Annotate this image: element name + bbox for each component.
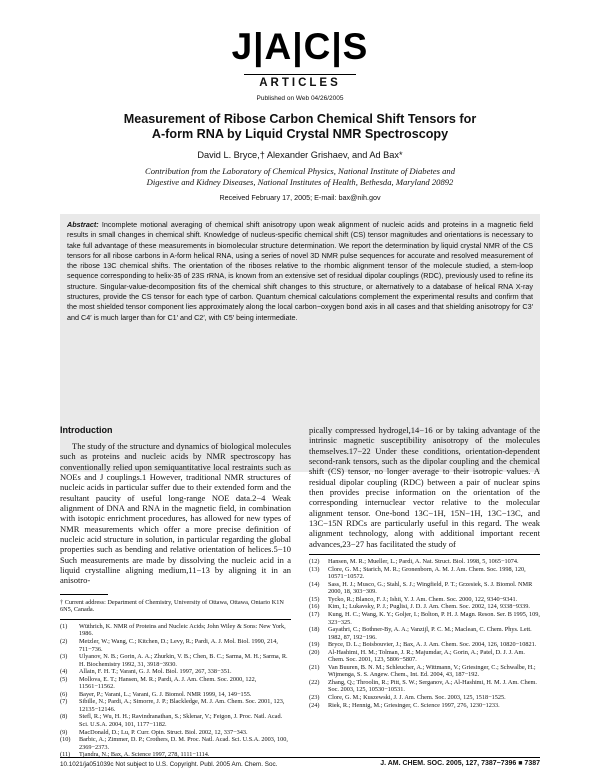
reference-item: (23) Clore, G. M.; Kuszewski, J. J. Am. Chem. Soc. 2003, 125, 1518−1525. [309, 693, 506, 701]
logo-rule [244, 74, 356, 75]
reference-item: (20) Al-Hashimi, H. M.; Tolman, J. R.; Majumdar, A.; Gorin, A.; Patel, D. J. J. Am. Chem. Soc. 2001, 123, 5806−5807. [309, 648, 525, 664]
reference-item: (14) Sass, H. J.; Musco, G.; Stahl, S. J.; Wingfield, P. T.; Grzesiek, S. J. Biomol. NMR 2000, 18, 303−309. [309, 580, 533, 596]
reference-item: (12) Hansen, M. R.; Mueller, L.; Pardi, A. Nat. Struct. Biol. 1998, 5, 1065−1074. [309, 558, 519, 566]
footnote-rule [60, 594, 108, 595]
page-footer [60, 757, 540, 770]
abstract-label: Abstract: [67, 220, 99, 229]
right-column [309, 425, 540, 709]
affiliation-line1: Contribution from the Laboratory of Chemical Physics, National Institute of Diabetes and [145, 166, 455, 176]
journal-citation: J. AM. CHEM. SOC. 2005, 127, 7387−7396 ■ 7387 [380, 760, 540, 767]
reference-item: (3) Ulyanov, N. B.; Gorin, A. A.; Zhurkin, V. B.; Chen, B. C.; Sarma, M. H.; Sarma, R. H. Biochemistry 1992, 31, 3918−3930. [60, 653, 288, 668]
reference-list-left [60, 623, 291, 759]
references-rule [60, 619, 291, 620]
reference-item: (22) Zhang, Q.; Throolin, R.; Pitt, S. W.; Serganov, A.; Al-Hashimi, H. M. J. Am. Chem. Soc. 2003, 125, 10530−10531. [309, 678, 537, 694]
reference-item: (11) Tjandra, N.; Bax, A. Science 1997, 278, 1111−1114. [60, 751, 210, 759]
reference-item: (21) Van Buuren, B. N. M.; Schleucher, A.; Wittmann, V.; Griesinger, C.; Schwalbe, H.; Wijmenga, S. S. Angew. Chem., Int. Ed. 2004, 43, 187−192. [309, 663, 536, 679]
left-column [60, 425, 291, 759]
reference-item: (16) Kim, I.; Lukavsky, P. J.; Puglisi, J. D. J. Am. Chem. Soc. 2002, 124, 9338−9339. [309, 603, 530, 611]
reference-item: (7) Sibille, N.; Pardi, A.; Simorre, J. P.; Blackledge, M. J. Am. Chem. Soc. 2001, 123, 12135−12146. [60, 698, 285, 713]
reference-item: (17) Kung, H. C.; Wang, K. Y.; Goljer, I.; Bolton, P. H. J. Magn. Reson. Ser. B 1995, 109, 323−325. [309, 610, 540, 626]
article-title [60, 112, 540, 142]
abstract-text: Incomplete motional averaging of chemical shift anisotropy upon weak alignment of nucleic acids and proteins in a magnetic field results in small changes in chemical shift. Knowledge of nucleus-specific chemical shift (CS) tensor magnitudes and orientations is necessary to take full advantage of these measurements in biomolecular structure determination. We report the determination by liquid crystal NMR of the CS tensors for all ribose carbons in A-form helical RNA, using a series of novel 3D NMR pulse sequences for accurate and resolved measurement of the ribose 13C chemical shifts. The orientation of the riboses relative to the rhombic alignment tensor of the molecule studied, a stem-loop sequence corresponding to helix-35 of 23S rRNA, is known from an extensive set of residual dipolar couplings (RDC), previously used to refine its structure. Singular-value-decomposition fits of the chemical shift changes to this structure, or alternatively to a database of helical RNA X-ray structures, provide the CS tensor for each type of carbon. Quantum chemical calculations complement the experimental results and confirm that the most shielded tensor component lies approximately along the local carbon−oxygen bond axis in all cases and that shielding anisotropy for C3′ and C4′ is much larger than for C1′ and C2′, with C5′ being intermediate. [67, 220, 533, 322]
journal-logo: J|A|C|S [231, 26, 369, 67]
section-label: ARTICLES [259, 77, 341, 89]
reference-item: (1) Wüthrich, K. NMR of Proteins and Nucleic Acids; John Wiley & Sons: New York, 1986. [60, 622, 286, 638]
reference-item: (8) Stefl, R.; Wu, H. H.; Ravindranathan, S.; Sklenar, V.; Feigon, J. Proc. Natl. Acad. Sci. U.S.A. 2004, 101, 1177−1182. [60, 713, 283, 729]
article-title-line2: A-form RNA by Liquid Crystal NMR Spectroscopy [151, 127, 449, 141]
reference-item: (24) Riek, R.; Hennig, M.; Griesinger, C. Science 1997, 276, 1230−1233. [309, 701, 500, 709]
section-heading: Introduction [60, 425, 113, 435]
publication-date: Published on Web 04/26/2005 [256, 95, 344, 102]
reference-list-right [309, 558, 540, 709]
reference-item: (4) Allain, F. H. T.; Varani, G. J. Mol. Biol. 1997, 267, 338−351. [60, 668, 232, 676]
reference-item: (9) MacDonald, D.; Lu, P. Curr. Opin. Struct. Biol. 2002, 12, 337−343. [60, 728, 248, 736]
author-list: David L. Bryce,† Alexander Grishaev, and Ad Bax* [197, 150, 403, 160]
intro-paragraph-2: pically compressed hydrogel,14−16 or by taking advantage of the intrinsic magnetic susceptibility anisotropy of the molecules themselves.17−22 Under these conditions, orientation-dependent second-rank tensors, such as the dipolar coupling and the chemical shift (CS) tensor, no longer average to their isotropic values. A residual dipolar coupling (RDC) between a pair of nuclear spins then provides precise information on the orientation of the corresponding internuclear vector relative to the molecular alignment tensor. One-bond 13C−1H, 15N−1H, 13C−13C, and 13C−15N RDCs are particularly useful in this regard. The weak alignment technology, along with additional important recent advances,23−27 has facilitated the study of [309, 425, 540, 549]
reference-item: (5) Mollova, E. T.; Hansen, M. R.; Pardi, A. J. Am. Chem. Soc. 2000, 122, 11561−11562. [60, 675, 257, 691]
reference-item: (18) Gayathri, C.; Bothner-By, A. A.; Vanzijl, P. C. M.; Maclean, C. Chem. Phys. Lett. 1982, 87, 192−196. [309, 626, 532, 641]
reference-item: (6) Bayer, P.; Varani, L.; Varani, G. J. Biomol. NMR 1999, 14, 149−155. [60, 690, 252, 698]
affiliation-line2: Digestive and Kidney Diseases, National Institutes of Health, Bethesda, Maryland 20892 [146, 177, 454, 187]
doi-copyright: 10.1021/ja051039c Not subject to U.S. Copyright. Publ. 2005 Am. Chem. Soc. [60, 761, 278, 768]
reference-item: (2) Metzler, W.; Wang, C.; Kitchen, D.; Levy, R.; Pardi, A. J. Mol. Biol. 1990, 214, 711−736. [60, 638, 278, 653]
received-date: Received February 17, 2005; E-mail: bax@nih.gov [219, 193, 381, 202]
reference-item: (13) Clore, G. M.; Starich, M. R.; Gronenborn, A. M. J. Am. Chem. Soc. 1998, 120, 10571−10572. [309, 565, 526, 581]
reference-item: (15) Tycko, R.; Blanco, F. J.; Ishii, Y. J. Am. Chem. Soc. 2000, 122, 9340−9341. [309, 595, 518, 603]
references-rule [309, 554, 540, 555]
article-title-line1: Measurement of Ribose Carbon Chemical Shift Tensors for [123, 112, 477, 126]
affiliation [90, 166, 510, 188]
footnote-current-address: † Current address: Department of Chemistry, University of Ottawa, Ottawa, Ontario K1N 6N5, Canada. [60, 598, 284, 614]
reference-item: (19) Bryce, D. L.; Boisbouvier, J.; Bax, A. J. Am. Chem. Soc. 2004, 126, 10820−10821. [309, 641, 537, 649]
reference-item: (10) Barbic, A.; Zimmer, D. P.; Crothers, D. M. Proc. Natl. Acad. Sci. U.S.A. 2003, 100, 2369−2373. [60, 736, 288, 751]
intro-paragraph-1: The study of the structure and dynamics of biological molecules such as proteins and nucleic acids by NMR spectroscopy has conventionally relied upon semiquantitative local restraints such as NOEs and J couplings.1 However, traditional NMR structures of nucleic acids in particular suffer due to their extended form and the resultant paucity of useful long-range NOE data.2−4 Weak alignment of DNA and RNA in the magnetic field, in combination with isotopic enrichment procedures, has allowed for new types of NMR measurements which offer a more precise definition of nucleic acid structure in solution, in particular regarding the global properties such as bending and relative orientation of helices.5−10 Such measurements are made by dissolving the nucleic acid in a liquid crystalline aligning medium,11−13 by aligning it in an anisotro- [60, 441, 291, 586]
